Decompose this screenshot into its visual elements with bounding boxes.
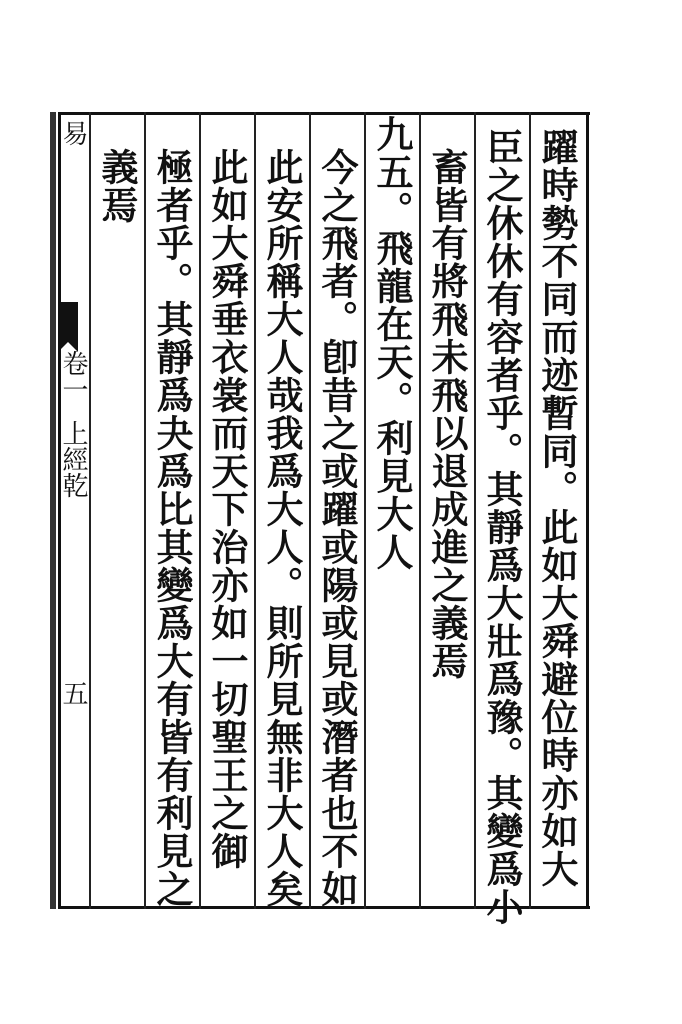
text-column-2: 臣之休休有容者乎。其靜爲大壯爲豫。其變爲小 <box>480 128 524 926</box>
text-column-7: 此如大舜垂衣裳而天下治亦如一切聖王之御 <box>205 148 249 870</box>
text-column-4: 九五。飛龍在天。利見大人 <box>370 115 414 571</box>
column-divider <box>309 112 311 909</box>
column-divider <box>529 112 531 909</box>
column-divider <box>419 112 421 909</box>
frame-right-rule <box>586 112 589 909</box>
column-divider <box>474 112 476 909</box>
text-column-6: 此安所稱大人哉我爲大人。則所見無非大人矣 <box>260 148 304 908</box>
column-divider <box>89 112 91 909</box>
column-divider <box>254 112 256 909</box>
gutter-title: 易 <box>58 120 88 146</box>
frame-left-rule <box>58 112 61 909</box>
text-column-1: 躍時勢不同而迹暫同。此如大舜避位時亦如大 <box>535 128 579 888</box>
column-divider <box>199 112 201 909</box>
text-column-5: 今之飛者。卽昔之或躍或陽或見或潛者也不如 <box>315 148 359 908</box>
page-edge-shadow <box>50 112 56 909</box>
column-divider <box>144 112 146 909</box>
text-column-3: 畜皆有將飛未飛以退成進之義焉 <box>425 148 469 680</box>
fish-tail-mark <box>58 302 78 342</box>
gutter-volume: 卷一 <box>58 350 88 402</box>
column-divider <box>364 112 366 909</box>
text-column-9: 義焉 <box>95 148 139 224</box>
text-column-8: 極者乎。其靜爲夬爲比其變爲大有皆有利見之 <box>150 148 194 908</box>
frame-top-rule <box>58 112 590 115</box>
gutter-section: 上經乾 <box>58 420 88 498</box>
gutter-page-number: 五 <box>58 680 88 706</box>
